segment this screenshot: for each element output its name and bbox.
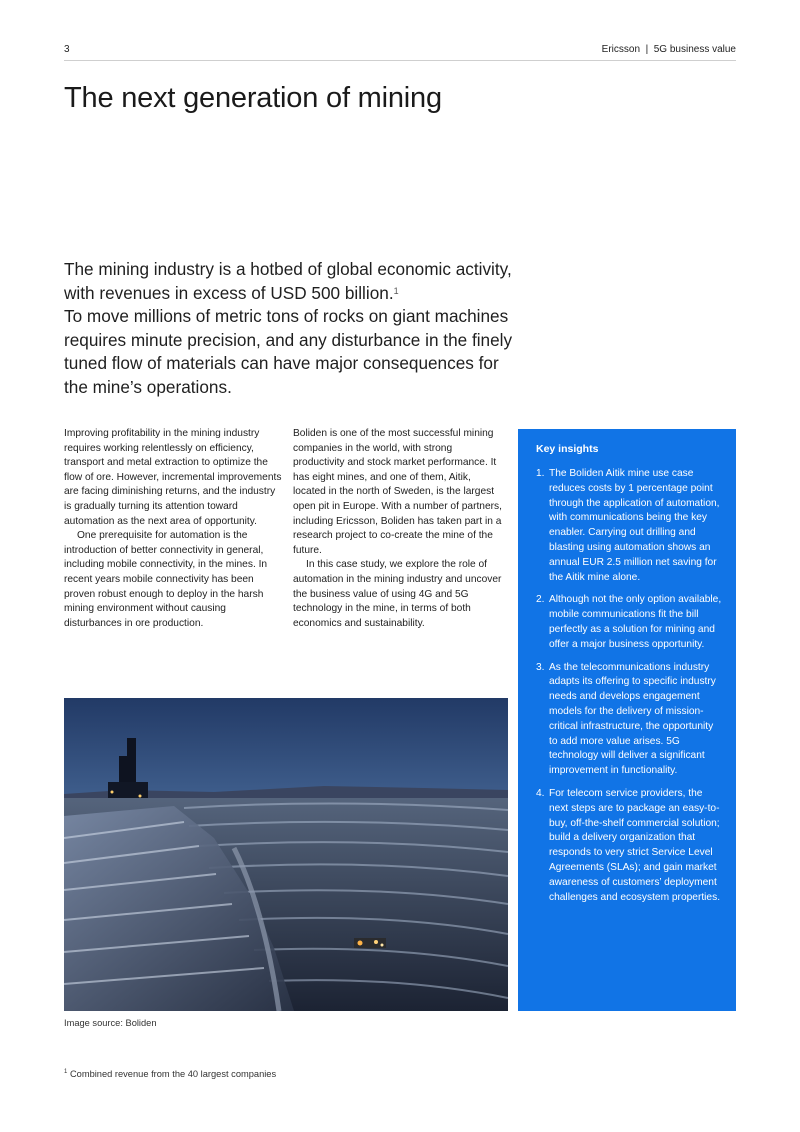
lede-text-2: To move millions of metric tons of rocks on giant machines requires minute precision, and any disturbance in the finely tuned flow of materials can have major consequences for the mine’s operations.	[64, 306, 513, 397]
key-insights-list	[536, 467, 722, 905]
item-number: 4.	[536, 787, 545, 799]
body-paragraph: Improving profitability in the mining industry requires working relentlessly on efficiency, transport and metal extraction to optimize the flow of ore. However, incremental improvements are facing diminishing returns, and the industry is gradually turning its attention toward automation as the next area of opportunity.	[64, 428, 282, 527]
lede-text: The mining industry is a hotbed of global economic activity, with revenues in excess of USD 500 billion.	[64, 259, 512, 303]
item-text: Although not the only option available, mobile communications fit the bill perfectly as a solution for mining and offer a major business opportunity.	[549, 594, 722, 650]
body-column-2	[293, 427, 505, 631]
footnote-marker: 1	[64, 1069, 68, 1075]
header-divider	[64, 60, 736, 61]
key-insight-item	[536, 593, 722, 652]
item-text: The Boliden Aitik mine use case reduces costs by 1 percentage point through the application of automation, with communications being the key enabler. Carrying out drilling and blasting using automation shows an annual EUR 2.5 million net saving for the Aitik mine alone.	[549, 468, 720, 583]
item-number: 2.	[536, 594, 545, 606]
footnote-text: Combined revenue from the 40 largest companies	[69, 1069, 277, 1080]
footnote-ref[interactable]: 1	[393, 285, 399, 296]
footnote	[64, 1069, 276, 1079]
item-text: For telecom service providers, the next steps are to package an easy-to-buy, off-the-shelf commercial solution; build a delivery organization that responds to very strict Service Level Agreements (SLAs); and gain market awareness of customers’ deployment challenges and ecosystem properties.	[549, 787, 721, 903]
body-paragraph: One prerequisite for automation is the introduction of better connectivity in general, including mobile connectivity, in the mines. In recent years mobile connectivity has been proven robust enough to deploy in the harsh mining environment without causing disturbances in ore production.	[64, 530, 268, 629]
key-insights-heading: Key insights	[536, 443, 599, 455]
image-caption: Image source: Boliden	[64, 1018, 157, 1028]
body-column-1	[64, 427, 282, 631]
page-title: The next generation of mining	[64, 82, 442, 114]
item-number: 3.	[536, 661, 545, 673]
mining-truck-lights	[354, 938, 386, 948]
page-number: 3	[64, 44, 70, 55]
key-insights-box	[518, 429, 736, 1011]
mine-photo	[64, 698, 508, 1011]
key-insight-item	[536, 467, 722, 585]
item-text: As the telecommunications industry adapts its offering to specific industry needs and develops engagement models for the delivery of mission-critical infrastructure, the opportunity to add more value arises. 5G technology will deliver a significant improvement in functionality.	[549, 661, 716, 777]
running-header: Ericsson | 5G business value	[601, 44, 736, 55]
body-paragraph: In this case study, we explore the role of automation in the mining industry and uncover the business value of using 4G and 5G technology in the mine, in terms of both economics and sustainability.	[293, 559, 502, 629]
key-insight-item	[536, 661, 722, 779]
open-pit-mine-illustration	[64, 698, 508, 1011]
body-paragraph: Boliden is one of the most successful mining companies in the world, with strong productivity and stock market performance. It has eight mines, and one of them, Aitik, located in the north of Sweden, is the largest open pit in Europe. With a number of partners, including Ericsson, Boliden has taken part in a research project to co-create the mine of the future.	[293, 428, 502, 556]
item-number: 1.	[536, 468, 545, 479]
lede-paragraph	[64, 258, 514, 399]
key-insight-item	[536, 787, 722, 905]
